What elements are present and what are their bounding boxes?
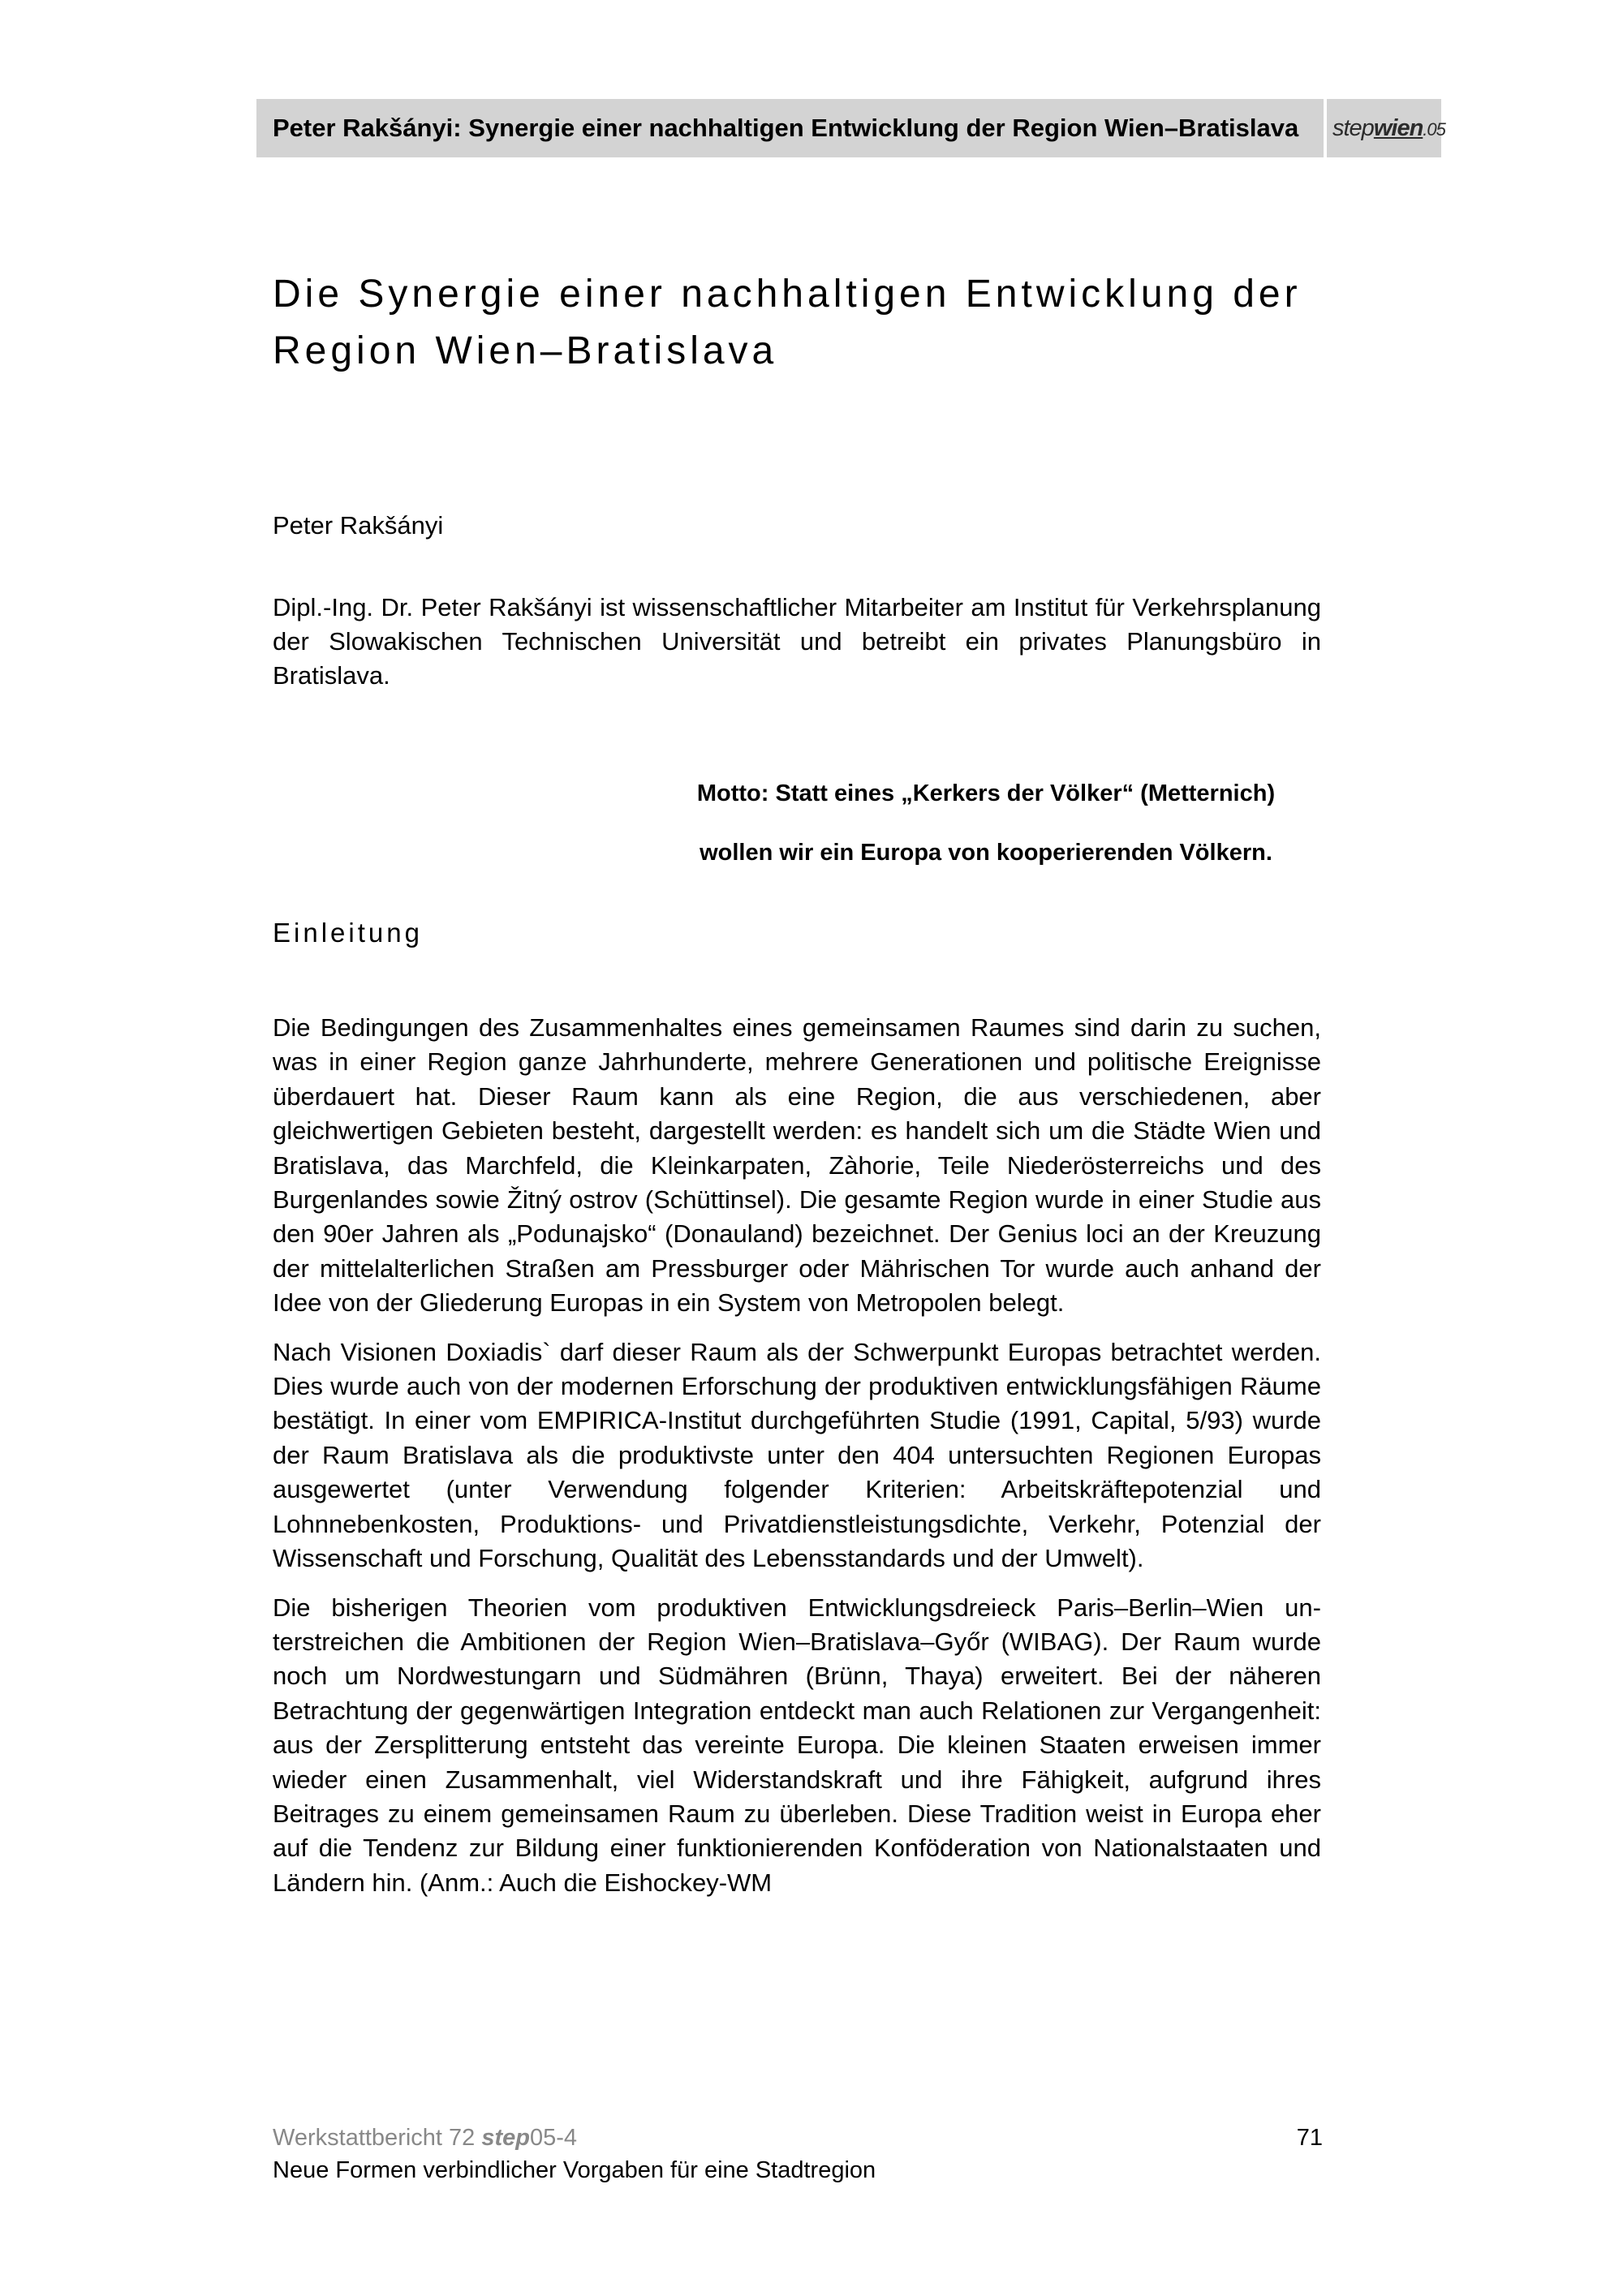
page-number: 71 [1296, 2125, 1323, 2151]
logo-prefix: step [1332, 115, 1374, 141]
footer-report-title [273, 2122, 577, 2153]
document-title-line-2: Region Wien–Bratislava [273, 329, 778, 372]
section-heading: Einleitung [273, 918, 423, 948]
paragraph-1: Die Bedingungen des Zusammenhaltes eines gemeinsamen Raumes sind darin zu suchen, was in einer Region ganze Jahrhunderte, mehrere Generationen und politische Ereignisse überdauert hat. Dieser Raum kann als eine Region, die aus verschiedenen, aber gleichwertigen Gebieten besteht, dargestellt werden: es handelt sich um die Städte Wien und Bratislava, das Marchfeld, die Kleinkarpaten, Zàhorie, Teile Niederösterreichs und des Burgenlandes sowie Žitný ostrov (Schüttinsel). Die gesamte Region wurde in einer Studie aus den 90er Jahren als „Podunajsko“ (Donauland) bezeichnet. Der Genius loci an der Kreuzung der mittelalterlichen Straßen am Pressburger oder Mährischen Tor wurde auch anhand der Idee von der Gliederung Europas in ein System von Metropolen belegt. [273, 1013, 1321, 1318]
footer-report-prefix: Werkstattbericht 72 [273, 2125, 482, 2151]
logo-number: .05 [1423, 119, 1445, 140]
body-text [273, 1011, 1321, 1915]
paragraph-3: Die bisherigen Theorien vom produktiven Entwicklungsdreieck Paris–Berlin–Wien unterstreichen die Ambitionen der Region Wien–Bratislava–Győr (WIBAG). Der Raum wurde noch um Nordwestungarn und Südmähren (Brünn, Thaya) erweitert. Bei der näheren Betrachtung der gegenwärtigen Integration entdeckt man auch Relationen zur Vergangenheit: aus der Zersplitterung entsteht das vereinte Europa. Die kleinen Staaten erweisen immer wieder einen Zusammenhalt, viel Widerstandskraft und ihre Fähigkeit, aufgrund ihres Beitrages zu einem gemeinsamen Raum zu überleben. Diese Tradition weist in Europa eher auf die Tendenz zur Bildung einer funktionierenden Konföderation von Nationalstaaten und Ländern hin. (Anm.: Auch die Eishockey-WM [273, 1593, 1321, 1897]
author-name: Peter Rakšányi [273, 511, 444, 540]
paragraph-2: Nach Visionen Doxiadis` darf dieser Raum als der Schwerpunkt Europas betrachtet werden. Dies wurde auch von der modernen Erforschung der produktiven entwicklungsfähigen Räume bestätigt. In einer vom EMPIRICA-Institut durchgeführten Studie (1991, Capital, 5/93) wurde der Raum Bratislava als die produktivste unter den 404 untersuchten Regionen Europas ausgewertet (unter Verwendung folgender Kriterien: Arbeitskräftepotenzial und Lohnnebenkosten, Produktions- und Privatdienstleistungsdichte, Verkehr, Potenzial der Wissenschaft und Forschung, Qualität des Lebensstandards und der Umwelt). [273, 1337, 1321, 1573]
motto-line-2: wollen wir ein Europa von kooperierenden Völkern. [700, 840, 1272, 866]
logo-wien: wien [1373, 115, 1423, 141]
motto [649, 764, 1323, 883]
running-header-title: Peter Rakšányi: Synergie einer nachhaltigen Entwicklung der Region Wien–Bratislava [273, 114, 1299, 142]
footer-subtitle: Neue Formen verbindlicher Vorgaben für eine Stadtregion [273, 2157, 876, 2183]
step-wien-logo [1332, 99, 1445, 157]
footer-report-step: step [481, 2125, 530, 2151]
running-header [256, 99, 1445, 157]
header-divider [1324, 99, 1327, 157]
motto-line-1: Motto: Statt eines „Kerkers der Völker“ (Metternich) [696, 780, 1276, 806]
footer-report-suffix: 05-4 [530, 2125, 578, 2151]
document-title-line-1: Die Synergie einer nachhaltigen Entwicklung der [273, 273, 1302, 316]
document-title [273, 266, 1409, 380]
author-bio: Dipl.-Ing. Dr. Peter Rakšányi ist wissenschaftlicher Mitarbeiter am Institut für Verkehrsplanung der Slowakischen Technischen Universität und betreibt ein privates Planungsbüro in Bratislava. [273, 593, 1321, 690]
